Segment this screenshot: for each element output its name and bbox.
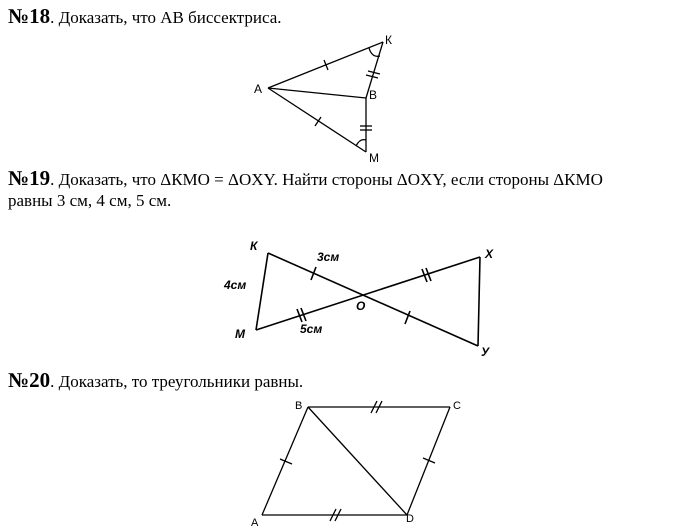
problem-19-text: . Доказать, что ΔКМО = ΔОXY. Найти стороны ΔОXY, если стороны ΔКМО: [50, 170, 603, 189]
figure-18: [254, 33, 392, 165]
label-d: D: [406, 513, 414, 525]
label-m: М: [235, 327, 245, 341]
label-a: А: [254, 82, 263, 96]
problem-18-number: №18: [8, 4, 51, 28]
segment-am: [268, 88, 366, 152]
tick-oy: [405, 311, 410, 324]
label-x: Х: [485, 247, 494, 261]
segment-km: [256, 253, 268, 330]
problem-19-number: №19: [8, 166, 51, 190]
segment-ab: [268, 88, 366, 98]
label-k: К: [250, 239, 258, 253]
problem-19-text-line2: равны 3 см, 4 см, 5 см.: [8, 191, 172, 210]
segment-mx: [256, 257, 480, 330]
label-side-mo: 5см: [300, 322, 323, 336]
label-side-ko: 3см: [317, 250, 340, 264]
label-m: М: [369, 151, 379, 165]
label-k: К: [385, 33, 392, 47]
label-b: B: [369, 88, 378, 102]
label-c: C: [453, 400, 461, 412]
segment-bd: [308, 407, 407, 515]
figure-20: [251, 400, 461, 529]
segment-xy: [478, 257, 480, 346]
label-side-km: 4см: [224, 278, 247, 292]
label-a: A: [251, 517, 259, 529]
angle-arc-m: [356, 140, 366, 146]
segment-cd: [407, 407, 450, 515]
problem-20-text: . Доказать, то треугольники равны.: [50, 372, 304, 391]
problem-18-text: . Доказать, что АВ биссектриса.: [50, 8, 282, 27]
label-b: B: [295, 400, 303, 412]
label-o: О: [356, 299, 366, 313]
label-y: У: [481, 345, 490, 359]
problem-20-number: №20: [8, 368, 51, 392]
figure-19: [223, 239, 494, 359]
